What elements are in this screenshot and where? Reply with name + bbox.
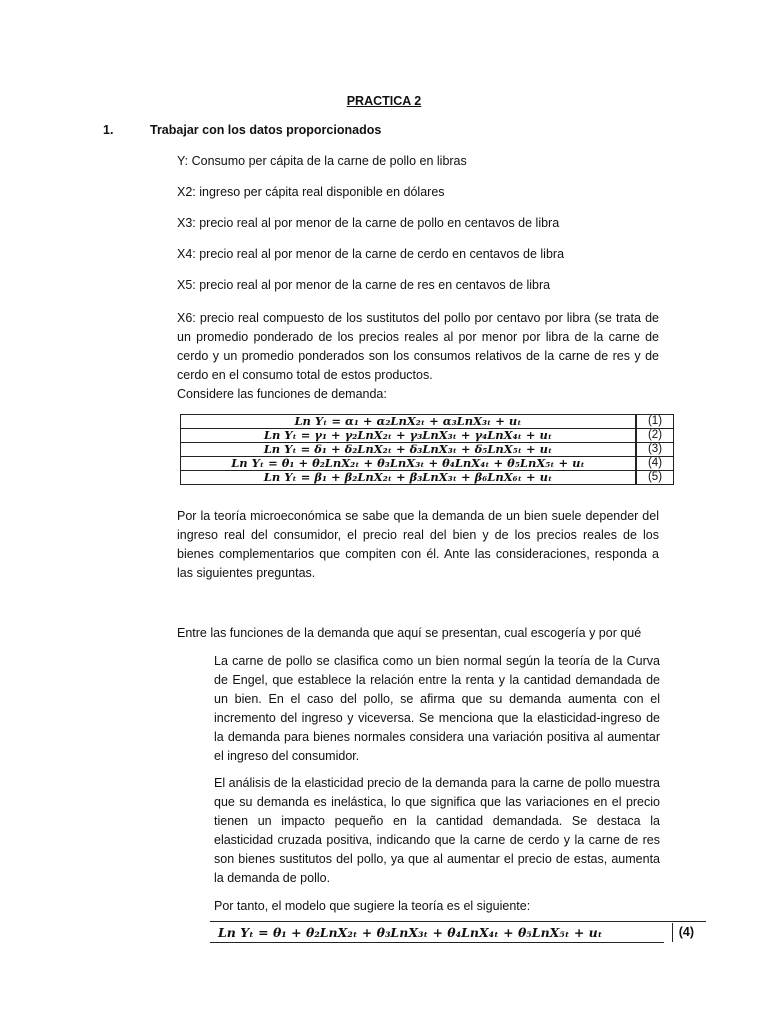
variable-x5: X5: precio real al por menor de la carne de res en centavos de libra [177, 278, 551, 292]
final-equation-expr: Ln Yₜ = θ₁ + θ₂LnX₂ₜ + θ₃LnX₃ₜ + θ₄LnX₄ₜ + θ₅LnX₅ₜ + uₜ [218, 925, 603, 940]
equation-number: (2) [636, 429, 674, 443]
equations-table [180, 414, 674, 485]
theory-paragraph: Por la teoría microeconómica se sabe que la demanda de un bien suele depender del ingreso real del consumidor, el precio real del bien y de los precios reales de los bienes complementarios que compiten con él. Ante las consideraciones, responda a las siguientes preguntas. [177, 509, 659, 580]
subquestion: Entre las funciones de la demanda que aquí se presentan, cual escogería y por qué [177, 626, 642, 640]
equation-expr: Ln Yₜ = β₁ + β₂LnX₂ₜ + β₃LnX₃ₜ + β₆LnX₆ₜ + uₜ [181, 471, 637, 485]
consider-text: Considere las funciones de demanda: [177, 387, 387, 401]
equation-row [181, 471, 674, 485]
equation-row [181, 443, 674, 457]
question-number: 1. [103, 123, 114, 137]
answer-paragraph-1: La carne de pollo se clasifica como un bien normal según la teoría de la Curva de Engel, que establece la relación entre la renta y la cantidad demandada de un bien. En el caso del pollo, se afirma que su demanda aumenta con el incremento del ingreso y viceversa. Se menciona que la elasticidad-ingreso de la demanda para bienes normales considera una variación positiva al aumentar el ingreso del consumidor. [214, 654, 660, 763]
equation-expr: Ln Yₜ = δ₁ + δ₂LnX₂ₜ + δ₃LnX₃ₜ + δ₅LnX₅ₜ + uₜ [181, 443, 637, 457]
conclusion-text: Por tanto, el modelo que sugiere la teoría es el siguiente: [214, 899, 531, 913]
equation-row [181, 415, 674, 429]
final-equation-underline [210, 942, 664, 943]
equation-row [181, 429, 674, 443]
final-equation [210, 921, 706, 942]
final-equation-number: (4) [672, 923, 694, 942]
variable-x6: X6: precio real compuesto de los sustitutos del pollo por centavo por libra (se trata de un promedio ponderado de los precios reales al por menor por libra de la carne de cerdo y un promedio ponderados son los consumos relativos de la carne de res y de cerdo en el consumo total de estos productos. [177, 311, 659, 382]
variable-x4: X4: precio real al por menor de la carne de cerdo en centavos de libra [177, 247, 565, 261]
question-text: Trabajar con los datos proporcionados [150, 123, 382, 137]
equation-expr: Ln Yₜ = θ₁ + θ₂LnX₂ₜ + θ₃LnX₃ₜ + θ₄LnX₄ₜ + θ₅LnX₅ₜ + uₜ [181, 457, 637, 471]
equation-number: (4) [636, 457, 674, 471]
page-title: PRACTICA 2 [346, 94, 422, 108]
variable-x2: X2: ingreso per cápita real disponible en dólares [177, 185, 445, 199]
variable-x3: X3: precio real al por menor de la carne de pollo en centavos de libra [177, 216, 560, 230]
equation-expr: Ln Yₜ = γ₁ + γ₂LnX₂ₜ + γ₃LnX₃ₜ + γ₄LnX₄ₜ + uₜ [181, 429, 637, 443]
answer-paragraph-2: El análisis de la elasticidad precio de la demanda para la carne de pollo muestra que su demanda es inelástica, lo que significa que las variaciones en el precio tienen un impacto pequeño en la cantidad demandada. Se destaca la elasticidad cruzada positiva, indicando que la carne de cerdo y la carne de res son bienes sustitutos del pollo, ya que al aumentar el precio de estas, aumenta la demanda de pollo. [214, 776, 660, 885]
variable-y: Y: Consumo per cápita de la carne de pollo en libras [177, 154, 467, 168]
equation-expr: Ln Yₜ = α₁ + α₂LnX₂ₜ + α₃LnX₃ₜ + uₜ [181, 415, 637, 429]
equation-number: (5) [636, 471, 674, 485]
equation-number: (3) [636, 443, 674, 457]
equation-row [181, 457, 674, 471]
equation-number: (1) [636, 415, 674, 429]
